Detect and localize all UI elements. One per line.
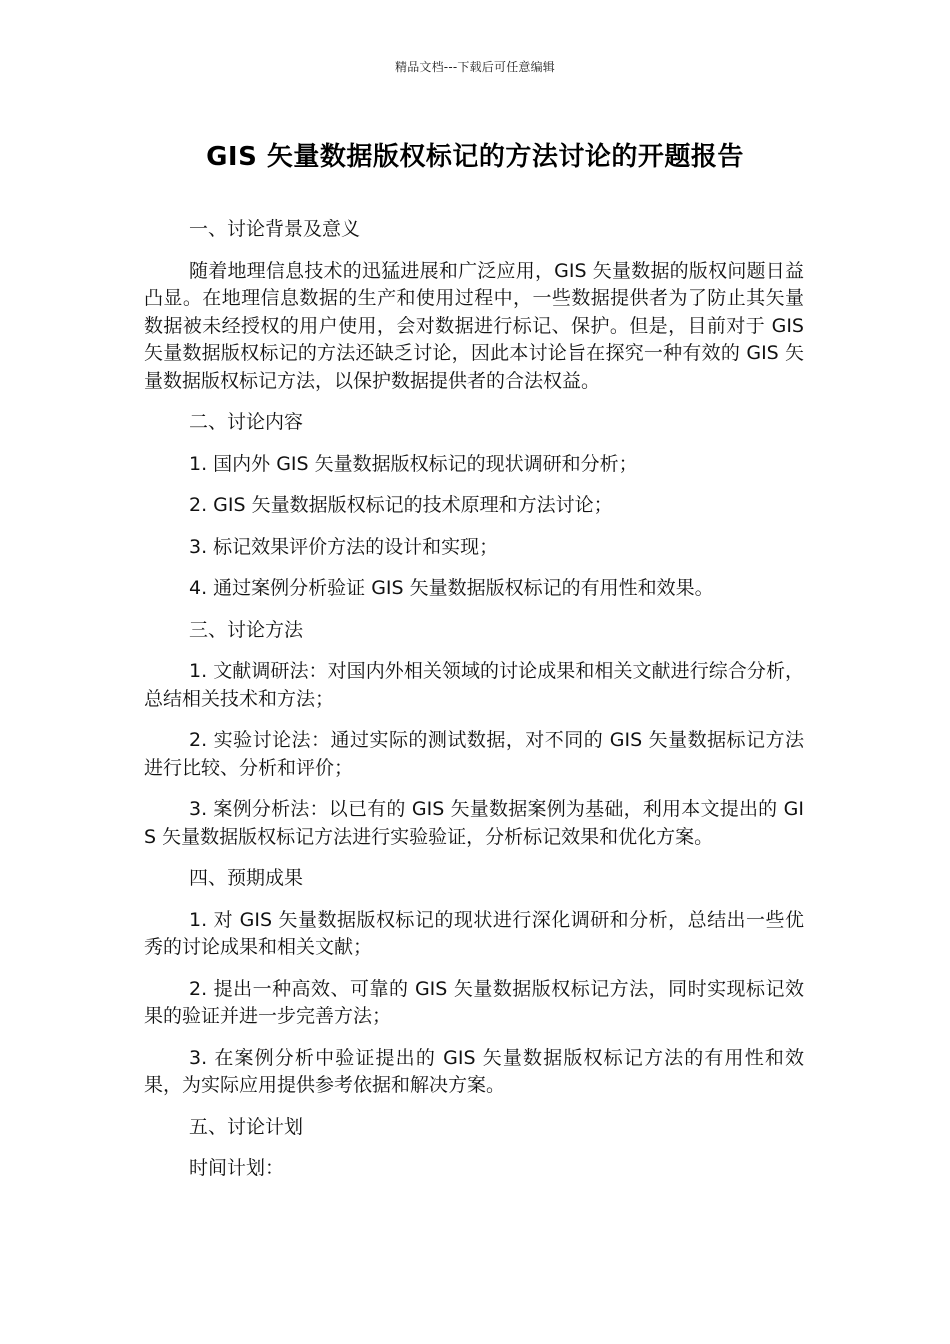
section-heading-expected-results: 四、预期成果 [189,867,304,889]
list-item: 3. 标记效果评价方法的设计和实现； [189,535,499,558]
section-heading-content: 二、讨论内容 [189,411,304,433]
list-item: 1. 国内外 GIS 矢量数据版权标记的现状调研和分析； [189,452,638,475]
section-heading-background: 一、讨论背景及意义 [189,218,361,240]
list-item: 2. GIS 矢量数据版权标记的技术原理和方法讨论； [189,494,613,516]
section-heading-plan: 五、讨论计划 [189,1115,304,1138]
header-note: 精品文档---下载后可任意编辑 [395,60,555,74]
list-item: 1. 文献调研法：对国内外相关领域的讨论成果和相关文献进行综合分析，总结相关技术和方法； [144,660,804,710]
list-item: 2. 提出一种高效、可靠的 GIS 矢量数据版权标记方法，同时实现标记效果的验证并进一步完善方法； [144,977,804,1027]
document-title: GIS 矢量数据版权标记的方法讨论的开题报告 [206,142,744,172]
list-item: 3. 案例分析法：以已有的 GIS 矢量数据案例为基础，利用本文提出的 GIS 矢量数据版权标记方法进行实验验证，分析标记效果和优化方案。 [144,798,804,848]
section-paragraph: 随着地理信息技术的迅猛进展和广泛应用，GIS 矢量数据的版权问题日益凸显。在地理信息数据的生产和使用过程中，一些数据提供者为了防止其矢量数据被未经授权的用户使用，会对数据进行标记、保护。但是，目前对于 GIS 矢量数据版权标记的方法还缺乏讨论，因此本讨论旨在探究一种有效的 GIS 矢量数据版权标记方法，以保护数据提供者的合法权益。 [144,259,804,392]
section-paragraph: 时间计划： [189,1157,285,1179]
section-heading-methods: 三、讨论方法 [189,618,304,641]
document-body [144,216,804,1197]
list-item: 3. 在案例分析中验证提出的 GIS 矢量数据版权标记方法的有用性和效果，为实际应用提供参考依据和解决方案。 [144,1046,804,1096]
list-item: 1. 对 GIS 矢量数据版权标记的现状进行深化调研和分析，总结出一些优秀的讨论成果和相关文献； [144,908,804,958]
list-item: 4. 通过案例分析验证 GIS 矢量数据版权标记的有用性和效果。 [189,577,714,599]
list-item: 2. 实验讨论法：通过实际的测试数据，对不同的 GIS 矢量数据标记方法进行比较、分析和评价； [144,729,804,779]
